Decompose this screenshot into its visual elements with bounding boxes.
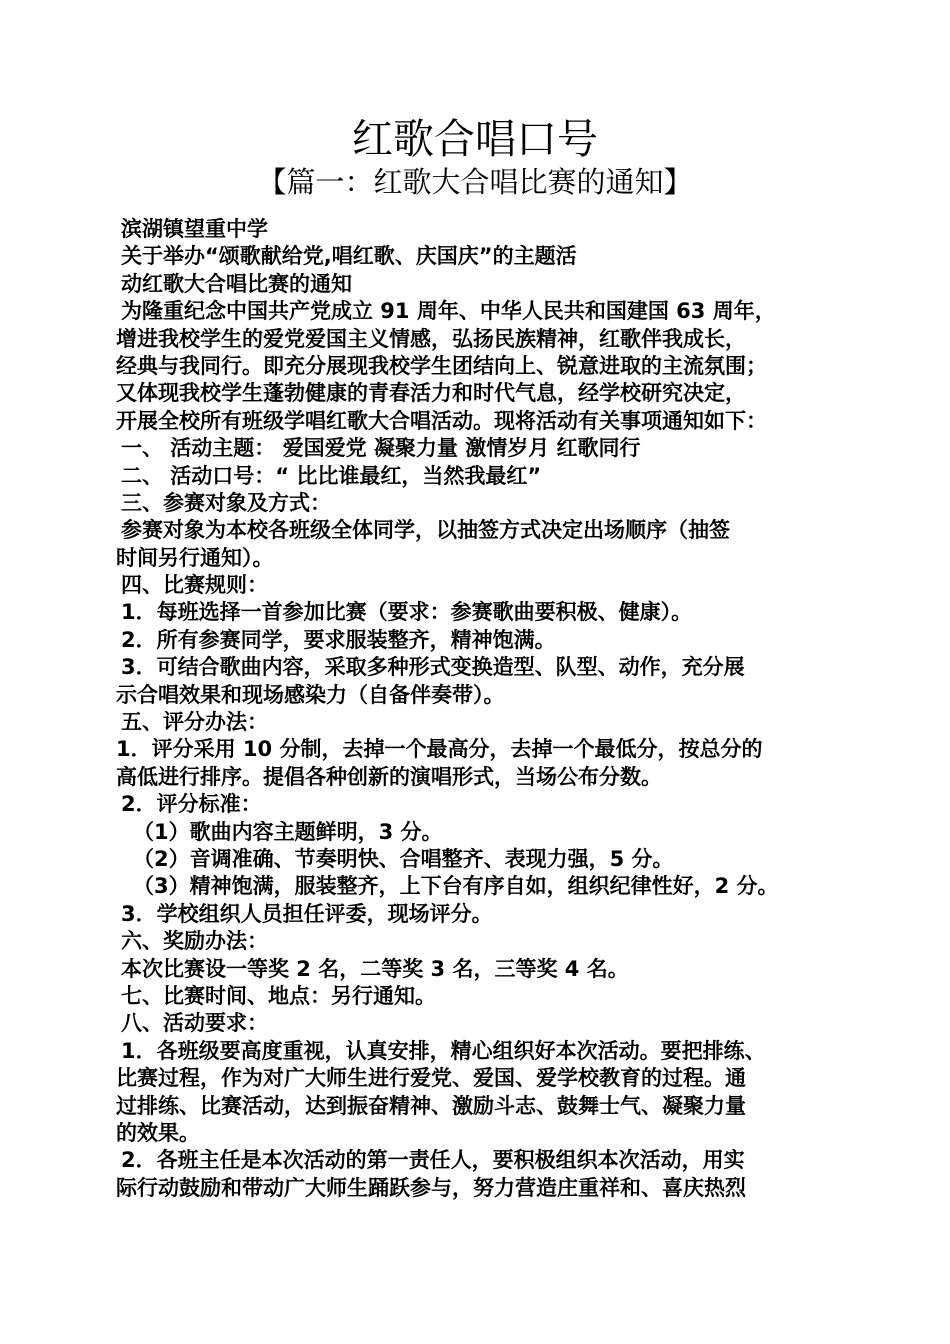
section-heading: 二、 活动口号：“ 比比谁最红，当然我最红” xyxy=(121,463,542,488)
list-item: 2．评分标准： xyxy=(121,792,262,817)
paragraph-line: 为隆重纪念中国共产党成立 91 周年、中华人民共和国建国 63 周年， xyxy=(121,299,776,324)
list-item-continuation: 过排练、比赛活动，达到振奋精神、激励斗志、鼓舞士气、凝聚力量 xyxy=(116,1093,746,1118)
list-item-continuation: 示合唱效果和现场感染力（自备伴奏带）。 xyxy=(116,682,505,707)
notice-heading-line-2: 动红歌大合唱比赛的通知 xyxy=(121,271,352,296)
section-heading: 五、评分办法： xyxy=(121,710,268,735)
list-item: 3．学校组织人员担任评委，现场评分。 xyxy=(121,901,493,926)
paragraph-line: 本次比赛设一等奖 2 名，二等奖 3 名，三等奖 4 名。 xyxy=(121,956,629,981)
list-item-continuation: 比赛过程，作为对广大师生进行爱党、爱国、爱学校教育的过程。通 xyxy=(116,1066,746,1091)
list-item-continuation: 的效果。 xyxy=(116,1120,200,1145)
notice-heading-line-1: 关于举办“颂歌献给党,唱红歌、庆国庆”的主题活 xyxy=(121,244,577,269)
list-item: 1．各班级要高度重视，认真安排，精心组织好本次活动。要把排练、 xyxy=(121,1038,766,1063)
section-heading: 六、奖励办法： xyxy=(121,929,268,954)
sub-list-item: （1）歌曲内容主题鲜明，3 分。 xyxy=(133,819,443,844)
section-heading: 七、比赛时间、地点：另行通知。 xyxy=(121,983,436,1008)
paragraph-line: 经典与我同行。即充分展现我校学生团结向上、锐意进取的主流氛围； xyxy=(116,353,767,378)
document-body xyxy=(116,216,852,1202)
paragraph-line: 又体现我校学生蓬勃健康的青春活力和时代气息，经学校研究决定， xyxy=(116,381,746,406)
list-item: 1．每班选择一首参加比赛（要求：参赛歌曲要积极、健康）。 xyxy=(121,600,693,625)
section-heading: 三、参赛对象及方式： xyxy=(121,490,331,515)
paragraph-line: 增进我校学生的爱党爱国主义情感，弘扬民族精神，红歌伴我成长， xyxy=(116,326,746,351)
paragraph-line: 开展全校所有班级学唱红歌大合唱活动。现将活动有关事项通知如下： xyxy=(116,408,767,433)
section-heading: 一、 活动主题： 爱国爱党 凝聚力量 激情岁月 红歌同行 xyxy=(121,436,641,461)
document-title: 红歌合唱口号 xyxy=(352,115,598,163)
section-heading: 四、比赛规则： xyxy=(121,573,268,598)
list-item-continuation: 际行动鼓励和带动广大师生踊跃参与，努力营造庄重祥和、喜庆热烈 xyxy=(116,1175,746,1200)
sub-list-item: （2）音调准确、节奏明快、合唱整齐、表现力强，5 分。 xyxy=(133,846,674,871)
paragraph-line: 时间另行通知）。 xyxy=(116,545,274,570)
list-item: 2．所有参赛同学，要求服装整齐，精神饱满。 xyxy=(121,627,556,652)
paragraph-line: 参赛对象为本校各班级全体同学，以抽签方式决定出场顺序（抽签 xyxy=(121,518,730,543)
sub-list-item: （3）精神饱满，服装整齐，上下台有序自如，组织纪律性好，2 分。 xyxy=(133,874,779,899)
document-subtitle: 【篇一：红歌大合唱比赛的通知】 xyxy=(257,165,693,199)
list-item: 3．可结合歌曲内容，采取多种形式变换造型、队型、动作，充分展 xyxy=(121,655,745,680)
list-item: 1．评分采用 10 分制，去掉一个最高分，去掉一个最低分，按总分的 xyxy=(116,737,763,762)
school-name-line: 滨湖镇望重中学 xyxy=(121,217,268,241)
section-heading: 八、活动要求： xyxy=(121,1011,268,1036)
list-item-continuation: 高低进行排序。提倡各种创新的演唱形式，当场公布分数。 xyxy=(116,764,662,789)
list-item: 2．各班主任是本次活动的第一责任人，要积极组织本次活动，用实 xyxy=(121,1148,745,1173)
